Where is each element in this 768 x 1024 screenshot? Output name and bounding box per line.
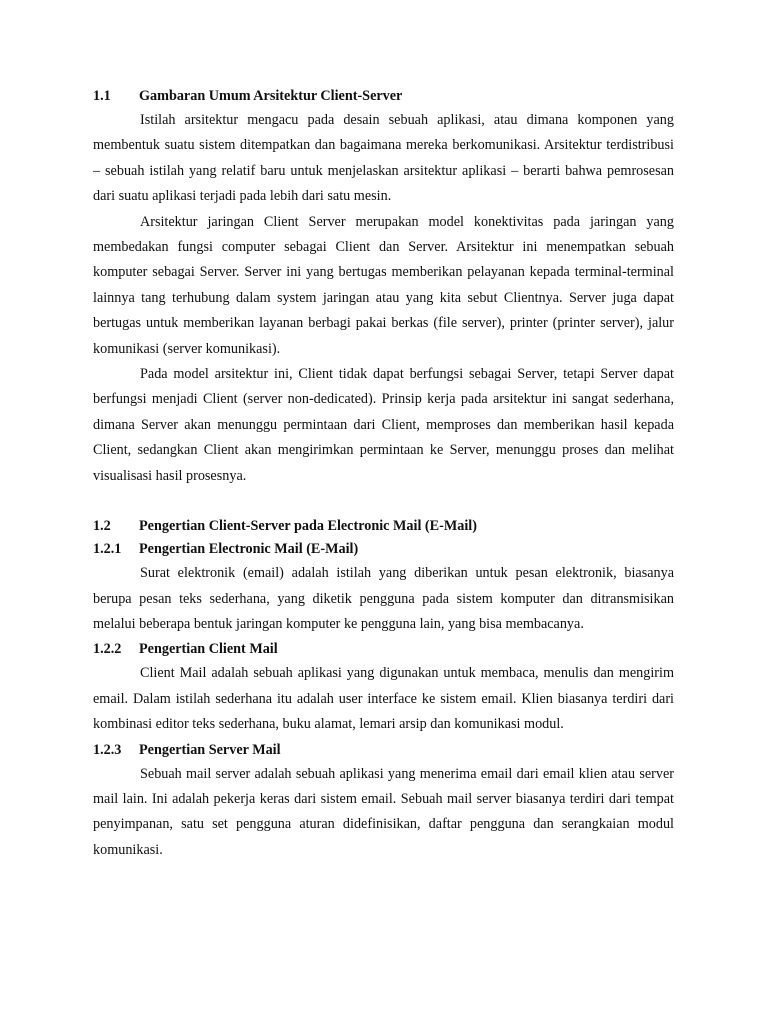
section-title: Pengertian Client-Server pada Electronic Mail (E-Mail): [139, 518, 477, 535]
paragraph: Arsitektur jaringan Client Server merupakan model konektivitas pada jaringan yang membedakan fungsi computer sebagai Client dan Server. Arsitektur ini menempatkan sebuah komputer sebagai Server. Server ini yang bertugas memberikan pelayanan kepada terminal-terminal lainnya tang terhubung dalam system jaringan atau yang kita sebut Clientnya. Server juga dapat bertugas untuk memberikan layanan berbagi pakai berkas (file server), printer (printer server), jalur komunikasi (server komunikasi).: [93, 213, 674, 357]
subsection-number: 1.2.2: [93, 641, 122, 658]
document-page: [93, 86, 674, 863]
subsection-title: Pengertian Electronic Mail (E-Mail): [139, 541, 359, 558]
paragraph: Surat elektronik (email) adalah istilah yang diberikan untuk pesan elektronik, biasanya berupa pesan teks sederhana, yang diketik pengguna pada sistem komputer dan ditransmisikan melalui beberapa bentuk jaringan komputer ke pengguna lain, yang bisa membacanya.: [93, 565, 674, 632]
section-heading-1-1: [93, 86, 674, 106]
subsection-heading-1-2-2: [93, 639, 674, 659]
subsection-heading-1-2-3: [93, 740, 674, 760]
section-title: Gambaran Umum Arsitektur Client-Server: [139, 88, 403, 104]
section-heading-1-2: [93, 516, 674, 536]
paragraph: Pada model arsitektur ini, Client tidak dapat berfungsi sebagai Server, tetapi Server dapat berfungsi menjadi Client (server non-dedicated). Prinsip kerja pada arsitektur ini sangat sederhana, dimana Server akan menunggu permintaan dari Client, memproses dan memberikan hasil kepada Client, sedangkan Client akan mengirimkan permintaan ke Server, menunggu proses dan melihat visualisasi hasil prosesnya.: [93, 366, 674, 484]
paragraph: Sebuah mail server adalah sebuah aplikasi yang menerima email dari email klien atau server mail lain. Ini adalah pekerja keras dari sistem email. Sebuah mail server biasanya terdiri dari tempat penyimpanan, satu set pengguna aturan didefinisikan, daftar pengguna dan serangkaian modul komunikasi.: [93, 765, 674, 858]
paragraph: Istilah arsitektur mengacu pada desain sebuah aplikasi, atau dimana komponen yang membentuk suatu sistem ditempatkan dan bagaimana mereka berkomunikasi. Arsitektur terdistribusi – sebuah istilah yang relatif baru untuk menjelaskan arsitektur aplikasi – berarti bahwa pemrosesan dari suatu aplikasi terjadi pada lebih dari satu mesin.: [93, 112, 674, 205]
section-number: 1.2: [93, 518, 111, 535]
subsection-heading-1-2-1: [93, 539, 674, 559]
subsection-title: Pengertian Server Mail: [139, 741, 281, 758]
subsection-number: 1.2.3: [93, 741, 122, 758]
paragraph: Client Mail adalah sebuah aplikasi yang digunakan untuk membaca, menulis dan mengirim email. Dalam istilah sederhana itu adalah user interface ke sistem email. Klien biasanya terdiri dari kombinasi editor teks sederhana, buku alamat, lemari arsip dan komunikasi modul.: [93, 665, 674, 733]
section-number: 1.1: [93, 88, 111, 104]
subsection-number: 1.2.1: [93, 541, 122, 558]
subsection-title: Pengertian Client Mail: [139, 641, 278, 658]
